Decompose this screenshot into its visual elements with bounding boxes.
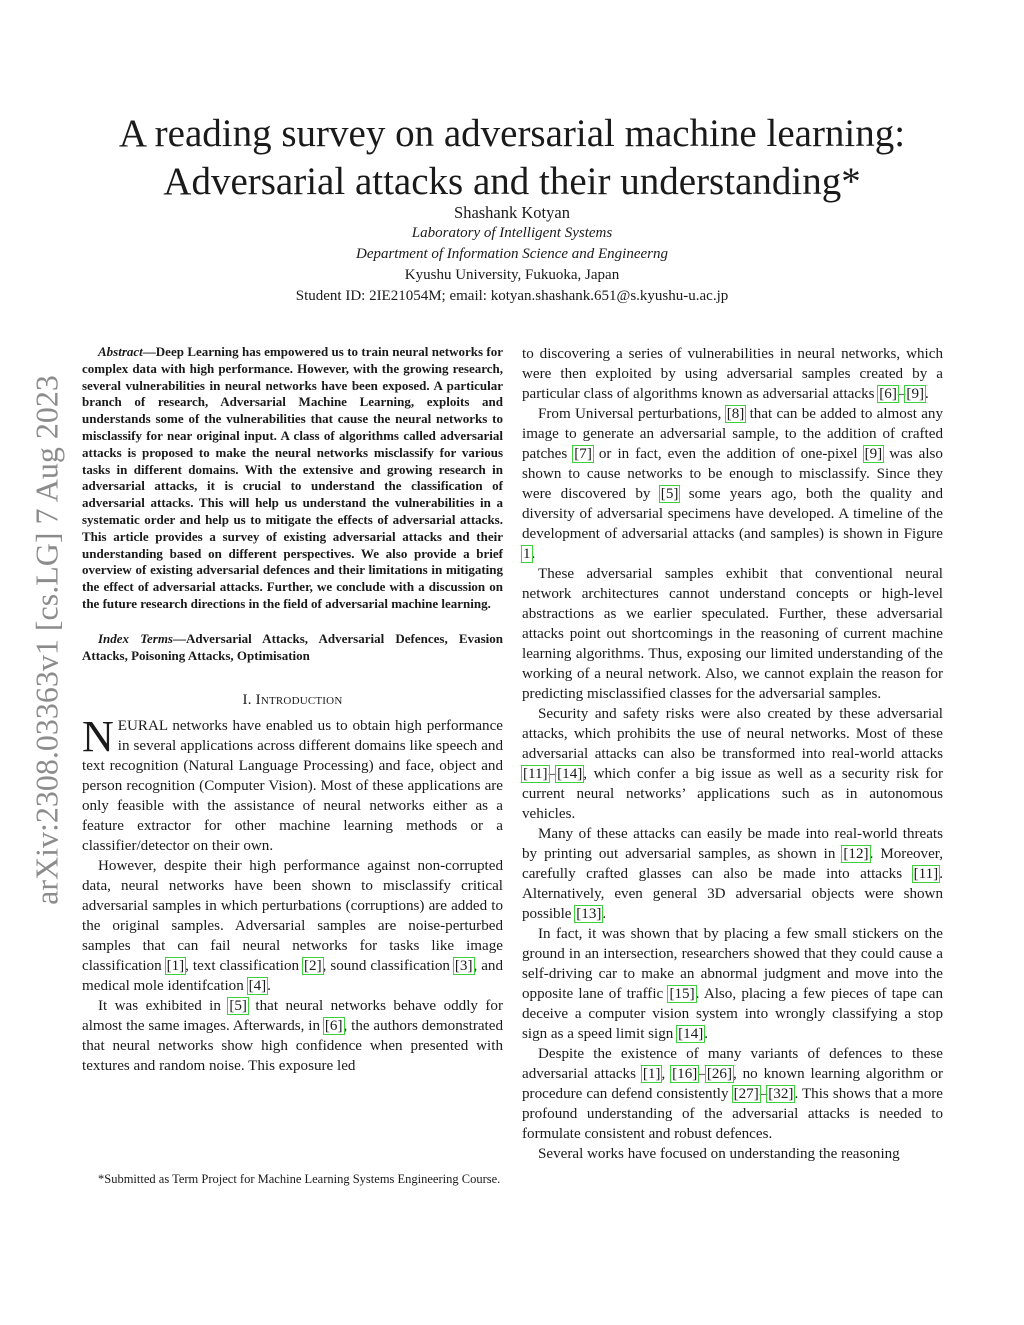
text-run: that neural networks behave oddly for almost the same images. Afterwards, in bbox=[82, 998, 503, 1035]
citation-link[interactable]: [3] bbox=[454, 958, 473, 975]
citation-link[interactable]: [32] bbox=[768, 1086, 794, 1102]
citation-link[interactable]: [5] bbox=[660, 486, 679, 502]
right-paragraph-8: Several works have focused on understanding the reasoning bbox=[538, 1146, 900, 1162]
text-run: Despite the existence of many variants of defences to these adversarial attacks bbox=[522, 1046, 943, 1082]
text-run: , sound classification bbox=[322, 958, 454, 975]
figure-link[interactable]: 1 bbox=[523, 546, 531, 562]
right-paragraph-7 bbox=[522, 1044, 943, 1144]
author-block bbox=[100, 202, 924, 307]
text-run: . bbox=[602, 906, 607, 922]
section-heading-introduction: I. Introduction bbox=[242, 692, 343, 709]
citation-link[interactable]: [6] bbox=[324, 1018, 343, 1035]
abstract-text: —Deep Learning has empowered us to train neural networks for complex data with high performance. However, with the growing research, several vulnerabilities in neural networks have been exposed. A particular branch of research, Adversarial Machine Learning, exploits and understands some of the vulnerabilities that cause the neural networks to misclassify for near original input. A class of algorithms called adversarial attacks is proposed to make the neural networks misclassify for various tasks in different domains. With the extensive and growing research in adversarial attacks, it is crucial to understand the classification of adversarial attacks. This will help us understand the vulnerabilities in a systematic order and help us to mitigate the effects of adversarial attacks. This article provides a survey of existing adversarial attacks and their understanding based on different perspectives. We also provide a brief overview of existing adversarial defences and their limitations in mitigating the effect of adversarial attacks. Further, we conclude with a discussion on the future research directions in the field of adversarial machine learning. bbox=[82, 344, 503, 611]
citation-link[interactable]: [1] bbox=[642, 1066, 661, 1082]
text-run: . bbox=[925, 386, 929, 402]
text-run: . Also, placing a few pieces of tape can deceive a computer vision system into wrongly classifying a stop sign as a speed limit sign bbox=[522, 986, 943, 1042]
citation-link[interactable]: [8] bbox=[726, 406, 745, 422]
text-run: , text classification bbox=[185, 958, 304, 975]
citation-link[interactable]: [9] bbox=[864, 446, 883, 462]
text-run: – bbox=[897, 386, 906, 402]
abstract-label: Abstract bbox=[98, 344, 143, 359]
citation-link[interactable]: [26] bbox=[706, 1066, 732, 1082]
citation-link[interactable]: [13] bbox=[576, 906, 602, 922]
citation-link[interactable]: [11] bbox=[913, 866, 939, 882]
text-run: that can be added to almost any image to generate an adversarial sample, to the addition of crafted patches bbox=[522, 406, 943, 462]
intro-paragraph-1-text: EURAL networks have enabled us to obtain high performance in several applications across different domains like speech and text recognition (Natural Language Processing) and face, object and person recognition (Computer Vision). Most of these applications are only feasible with the assistance of neural networks either as a feature extractor for other machine learning methods or a classifier/detector on their own. bbox=[82, 718, 503, 855]
index-terms-label: Index Terms bbox=[98, 630, 173, 646]
text-run: or in fact, even the addition of one-pixel bbox=[592, 446, 864, 462]
text-run: . Alternatively, even general 3D adversarial objects were shown possible bbox=[522, 866, 943, 922]
citation-link[interactable]: [14] bbox=[678, 1026, 704, 1042]
citation-link[interactable]: [1] bbox=[166, 958, 185, 975]
title-line-2: Adversarial attacks and their understanding* bbox=[163, 160, 861, 204]
title-line-1: A reading survey on adversarial machine learning: bbox=[118, 112, 906, 156]
index-terms bbox=[82, 631, 503, 665]
text-run: , bbox=[661, 1066, 672, 1082]
abstract bbox=[82, 344, 503, 613]
citation-link[interactable]: [2] bbox=[304, 958, 322, 975]
author-affiliation-lab: Laboratory of Intelligent Systems bbox=[411, 225, 613, 241]
citation-link[interactable]: [4] bbox=[248, 978, 267, 995]
text-run: It was exhibited in bbox=[98, 998, 229, 1015]
citation-link[interactable]: [7] bbox=[574, 446, 592, 462]
text-run: was also shown to cause networks to be enough to misclassify. Since they were discovered by bbox=[522, 446, 943, 502]
text-run: Security and safety risks were also created by these adversarial attacks, which prohibits the use of neural networks. Most of these adversarial attacks can also be transformed into real-world attacks bbox=[522, 706, 943, 762]
intro-paragraph-3 bbox=[82, 996, 503, 1076]
citation-link[interactable]: [5] bbox=[229, 998, 247, 1015]
text-run: , the authors demonstrated that neural networks show high confidence when presented with textures and random noise. This exposure led bbox=[82, 1018, 503, 1075]
citation-link[interactable]: [14] bbox=[557, 766, 583, 782]
right-paragraph-2 bbox=[522, 404, 943, 564]
text-run: , which confer a big issue as well as a security risk for current neural networks’ applications such as in autonomous vehicles. bbox=[522, 766, 943, 822]
text-run: From Universal perturbations, bbox=[538, 406, 726, 422]
citation-link[interactable]: [15] bbox=[669, 986, 695, 1002]
right-paragraph-3: These adversarial samples exhibit that conventional neural network architectures cannot understand concepts or high-level abstractions as we earlier speculated. Further, these adversarial attacks point out shortcomings in the reasoning of current machine learning algorithms. Thus, exposing our limited understanding of the working of a neural network. Also, we cannot explain the reason for predicting misclassified classes for the adversarial samples. bbox=[522, 566, 943, 702]
left-column bbox=[82, 344, 503, 1076]
citation-link[interactable]: [12] bbox=[843, 846, 869, 862]
arxiv-stamp-text: arXiv:2308.03363v1 [cs.LG] 7 Aug 2023 bbox=[28, 375, 65, 905]
author-name: Shashank Kotyan bbox=[454, 203, 570, 222]
author-university: Kyushu University, Fukuoka, Japan bbox=[404, 267, 620, 283]
text-run: to discovering a series of vulnerabilities in neural networks, which were then exploited by using adversarial samples created by a particular class of algorithms known as adversarial attacks bbox=[522, 346, 943, 402]
text-run: – bbox=[759, 1086, 768, 1102]
index-terms-text: —Adversarial Attacks, Adversarial Defences, Evasion Attacks, Poisoning Attacks, Optimisation bbox=[82, 630, 503, 663]
intro-paragraph-2 bbox=[82, 856, 503, 996]
citation-link[interactable]: [11] bbox=[523, 766, 548, 782]
author-contact: Student ID: 2IE21054M; email: kotyan.shashank.651@s.kyushu-u.ac.jp bbox=[295, 288, 729, 304]
dropcap-letter: N bbox=[82, 712, 114, 762]
citation-link[interactable]: [9] bbox=[906, 386, 925, 402]
right-paragraph-4 bbox=[522, 704, 943, 824]
paper-title bbox=[40, 110, 984, 206]
right-paragraph-1 bbox=[522, 344, 943, 404]
text-run: However, despite their high performance against non-corrupted data, neural networks have been shown to misclassify critical adversarial samples in which perturbations (corruptions) are added to the original samples. Adversarial samples are noise-perturbed samples that can fail neural networks for tasks like image classification bbox=[82, 858, 503, 975]
text-run: . bbox=[267, 978, 271, 995]
footnote: *Submitted as Term Project for Machine Learning Systems Engineering Course. bbox=[98, 1172, 501, 1186]
text-run: – bbox=[698, 1066, 706, 1082]
text-run: . bbox=[531, 546, 536, 562]
text-run: , and medical mole identifcation bbox=[82, 958, 503, 995]
citation-link[interactable]: [16] bbox=[672, 1066, 698, 1082]
citation-link[interactable]: [27] bbox=[733, 1086, 759, 1102]
citation-link[interactable]: [6] bbox=[879, 386, 897, 402]
text-run: . bbox=[704, 1026, 709, 1042]
intro-paragraph-1 bbox=[82, 712, 503, 856]
text-run: , no known learning algorithm or procedure can defend consistently bbox=[522, 1066, 943, 1102]
right-paragraph-5 bbox=[522, 824, 943, 924]
text-run: – bbox=[548, 766, 557, 782]
text-run: In fact, it was shown that by placing a few small stickers on the ground in an intersection, researchers showed that they could cause a self-driving car to make an abnormal judgment and move into the opposite lane of traffic bbox=[522, 926, 943, 1002]
author-affiliation-department: Department of Information Science and Engineerng bbox=[355, 246, 669, 262]
text-run: . Moreover, carefully crafted glasses can also be made into attacks bbox=[522, 846, 944, 882]
right-paragraph-6 bbox=[522, 924, 943, 1044]
text-run: Many of these attacks can easily be made into real-world threats by printing out adversarial samples, as shown in bbox=[522, 826, 943, 862]
text-run: . This shows that a more profound understanding of the adversarial attacks is needed to formulate consistent and robust defences. bbox=[522, 1086, 943, 1142]
right-column bbox=[522, 344, 943, 1164]
text-run: some years ago, both the quality and diversity of adversarial specimens have developed. A timeline of the development of adversarial attacks (and samples) is shown in Figure bbox=[522, 486, 943, 542]
